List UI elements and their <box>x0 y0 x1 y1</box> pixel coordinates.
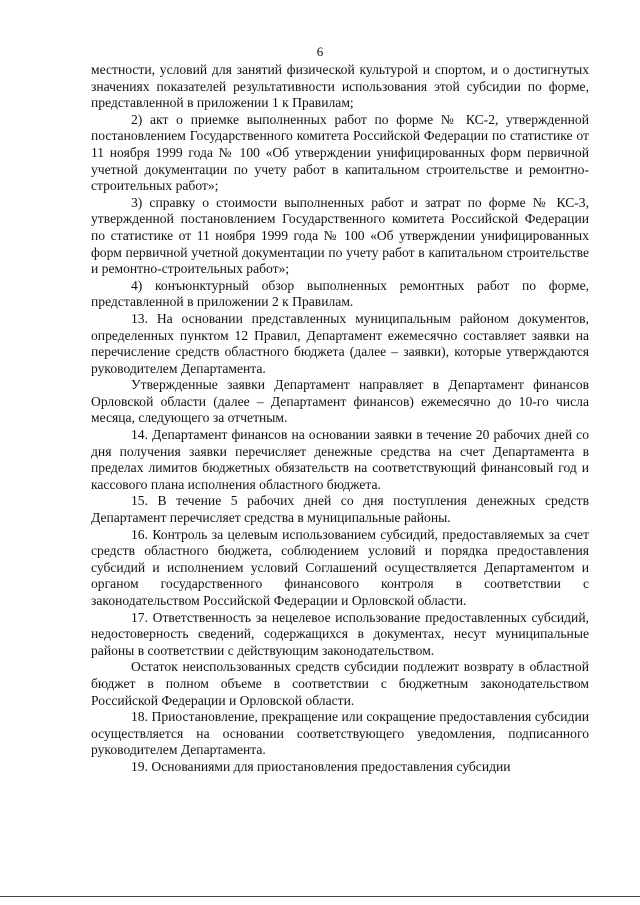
paragraph: 19. Основаниями для приостановления предоставления субсидии <box>131 758 511 774</box>
page-number: 6 <box>316 44 324 59</box>
paragraph: 14. Департамент финансов на основании заявки в течение 20 рабочих дней со дня получения заявки перечисляет денежные средства на счет Департамента в пределах лимитов бюджетных обязательств на соответствующий финансовый год и кассового плана исполнения областного бюджета. <box>91 427 589 492</box>
paragraph: местности, условий для занятий физической культурой и спортом, и о достигнутых значениях показателей результативности использования этой субсидии по форме, представленной в приложении 1 к Правилам; <box>91 62 589 111</box>
paragraph: 17. Ответственность за нецелевое использование предоставленных субсидий, недостоверность сведений, содержащихся в документах, несут муниципальные районы в соответствии с действующим законодательством. <box>91 609 589 658</box>
paragraph: 16. Контроль за целевым использованием субсидий, предоставляемых за счет средств областного бюджета, соблюдением условий и порядка предоставления субсидий и исполнением условий Соглашений осуществляется Департаментом и органом государственного финансового контроля в соответствии с законодательством Российской Федерации и Орловской области. <box>91 526 589 608</box>
paragraph: 3) справку о стоимости выполненных работ и затрат по форме № КС-3, утвержденной постановлением Государственного комитета Российской Федерации по статистике от 11 ноября 1999 года № 100 «Об утверждении унифицированных форм первичной учетной документации по учету работ в капитальном строительстве и ремонтно-строительных работ»; <box>91 194 589 277</box>
bottom-rule <box>0 896 640 897</box>
paragraph: 15. В течение 5 рабочих дней со дня поступления денежных средств Департамент перечисляет средства в муниципальные районы. <box>91 493 589 526</box>
paragraph: Утвержденные заявки Департамент направляет в Департамент финансов Орловской области (далее – Департамент финансов) ежемесячно до 10-го числа месяца, следующего за отчетным. <box>91 377 589 426</box>
paragraph: 4) конъюнктурный обзор выполненных ремонтных работ по форме, представленной в приложении 2 к Правилам. <box>91 277 589 310</box>
paragraph: 13. На основании представленных муниципальным районом документов, определенных пунктом 12 Правил, Департамент ежемесячно составляет заявки на перечисление средств областного бюджета (далее – заявки), которые утверждаются руководителем Департамента. <box>91 310 589 376</box>
paragraph: 18. Приостановление, прекращение или сокращение предоставления субсидии осуществляется на основании соответствующего уведомления, подписанного руководителем Департамента. <box>91 709 589 758</box>
document-body <box>91 62 589 776</box>
paragraph: 2) акт о приемке выполненных работ по форме № КС-2, утвержденной постановлением Государственного комитета Российской Федерации по статистике от 11 ноября 1999 года № 100 «Об утверждении унифицированных форм первичной учетной документации по учету работ в капитальном строительстве и ремонтно-строительных работ»; <box>91 111 589 194</box>
paragraph: Остаток неиспользованных средств субсидии подлежит возврату в областной бюджет в полном объеме в соответствии с бюджетным законодательством Российской Федерации и Орловской области. <box>91 659 589 708</box>
